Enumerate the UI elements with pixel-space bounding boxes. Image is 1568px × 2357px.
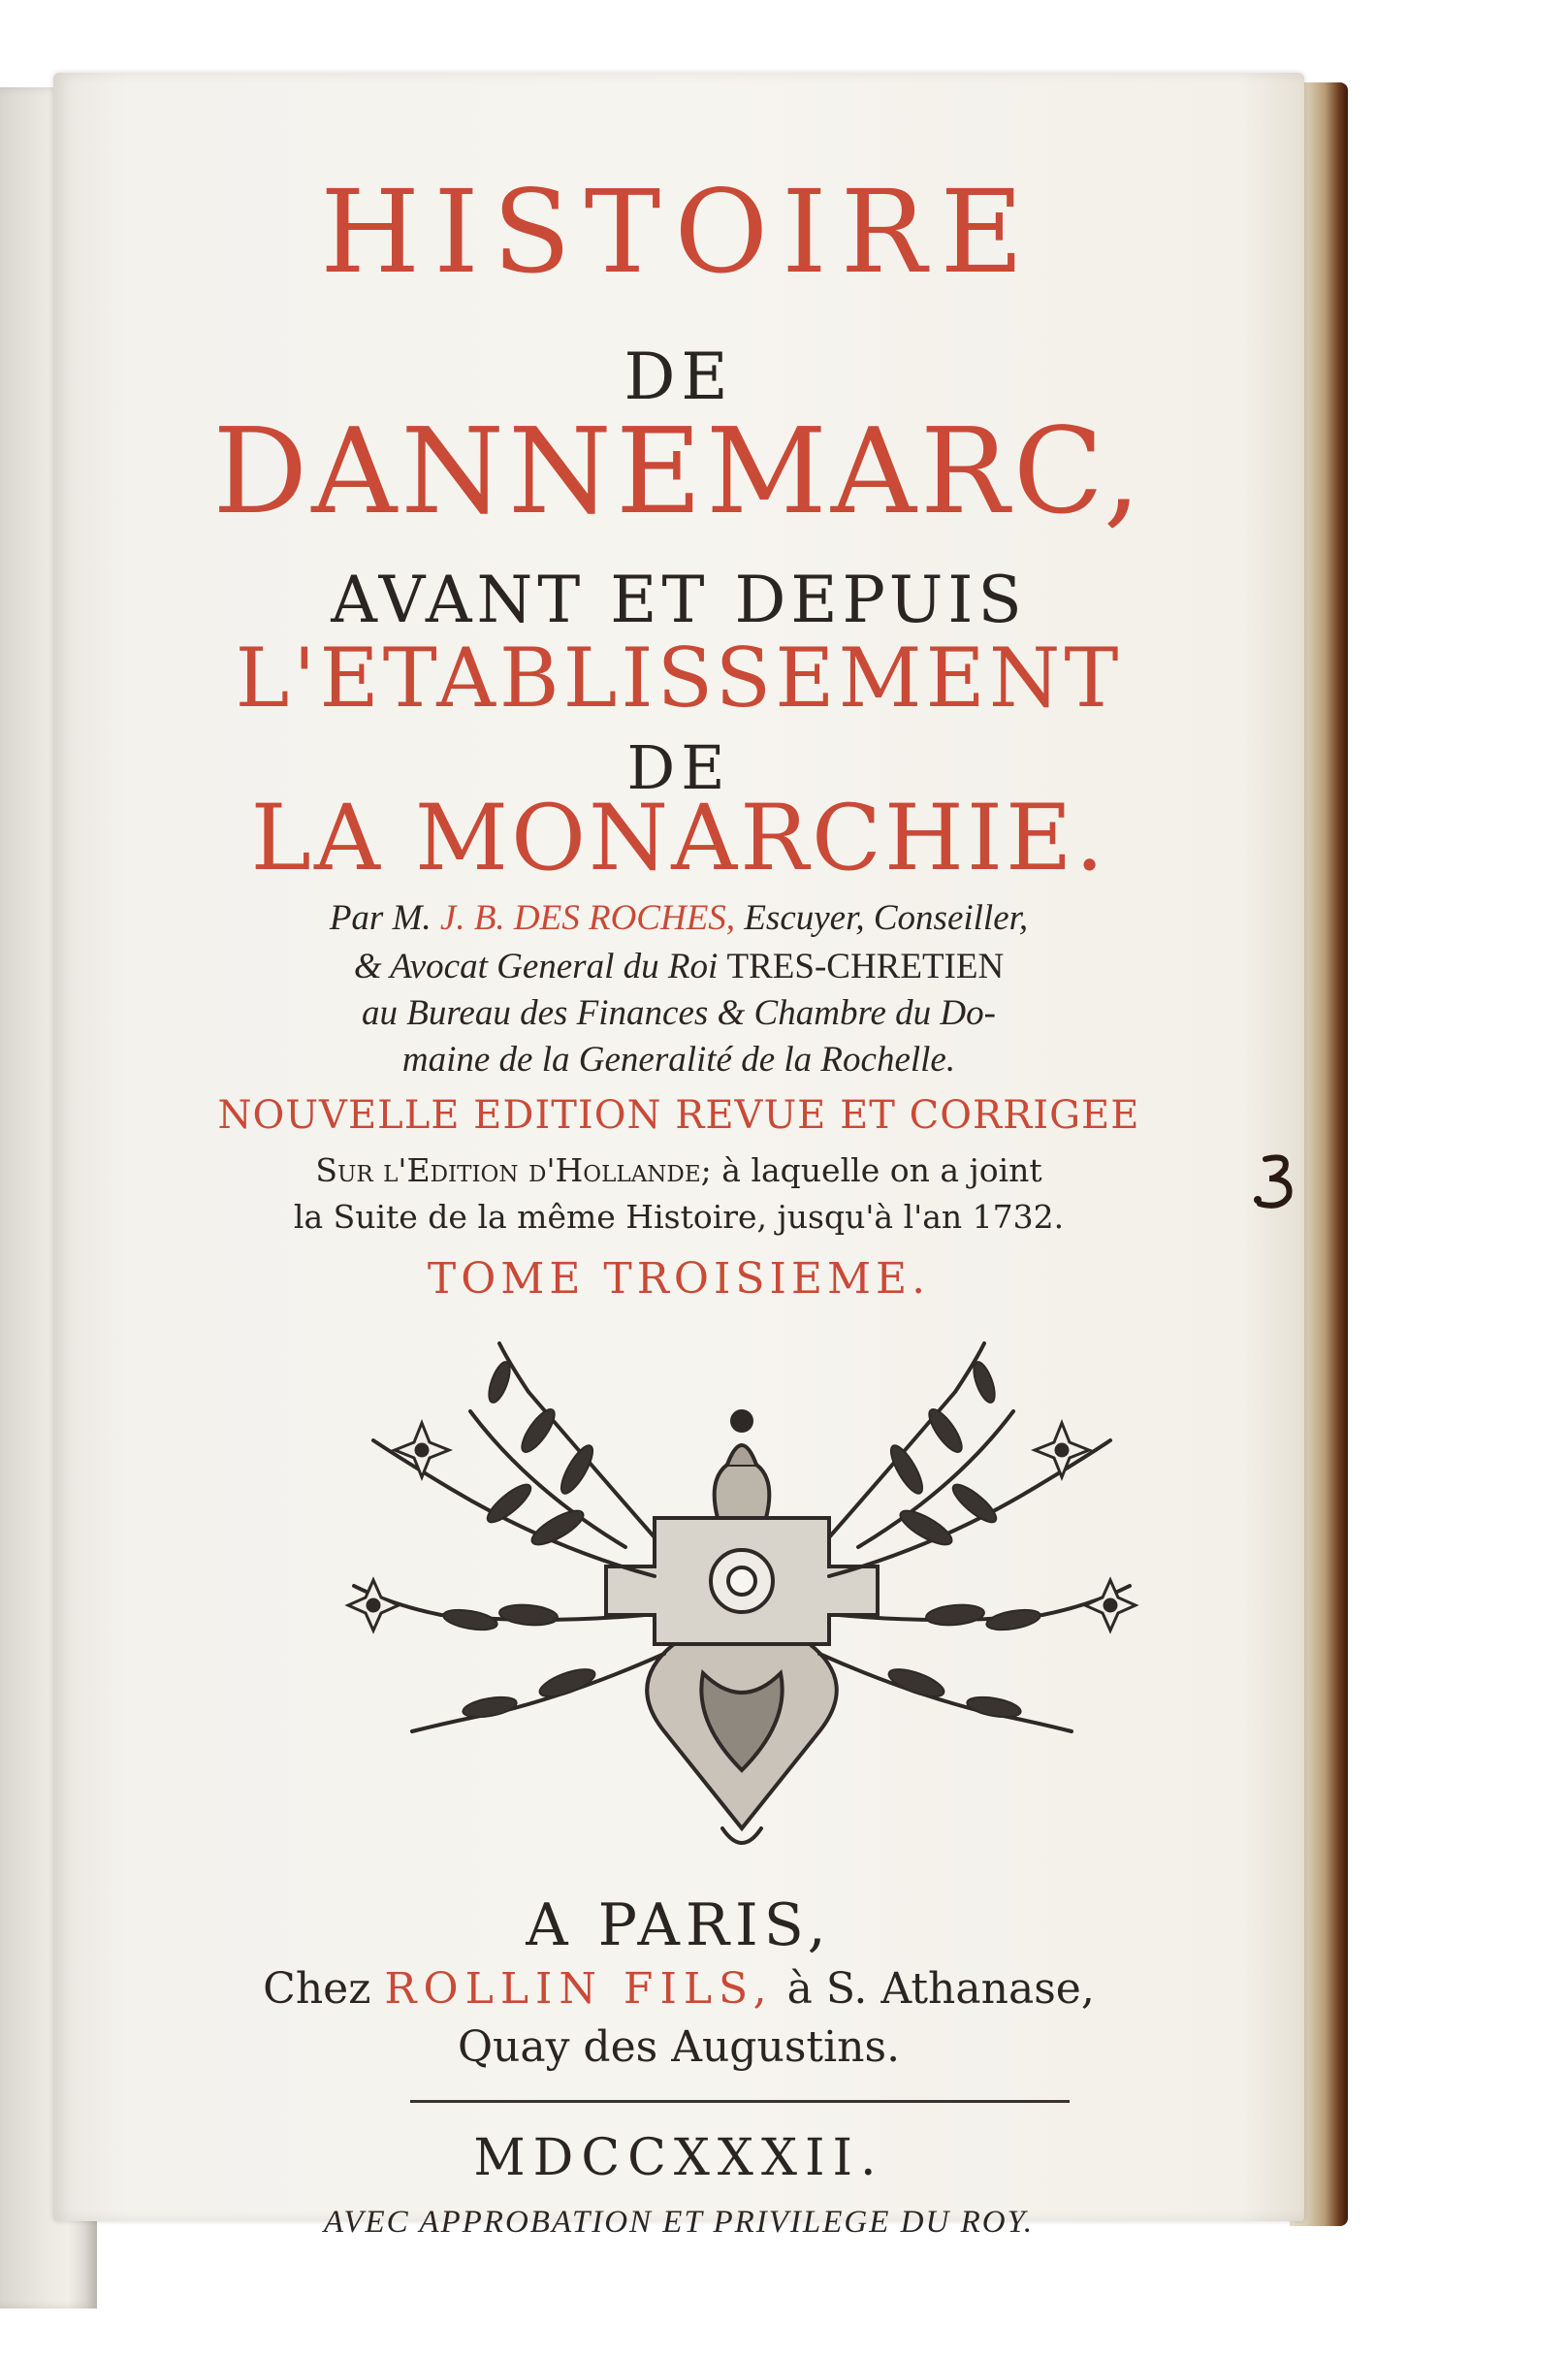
suite-line: la Suite de la même Histoire, jusqu'à l'an 1732. (293, 1198, 1065, 1236)
tres-chretien: TRES-CHRETIEN (726, 947, 1005, 986)
title-monarchie: LA MONARCHIE. (250, 786, 1107, 891)
imprint-chez: Chez (263, 1964, 371, 2014)
author-title: Escuyer, Conseiller, (744, 898, 1029, 938)
author-name: J. B. DES ROCHES, (439, 898, 736, 938)
title-dannemarc: DANNEMARC, (212, 403, 1145, 540)
imprint-publisher-line (53, 1964, 1304, 2014)
avocat-text: & Avocat General du Roi (353, 947, 719, 986)
sur-line-joint: à laquelle on a joint (721, 1151, 1042, 1189)
title-histoire: HISTOIRE (320, 165, 1038, 299)
avocat-line (53, 946, 1304, 987)
imprint-address-1: à S. Athanase, (786, 1964, 1095, 2014)
handwritten-mark (1246, 1149, 1314, 1217)
title-page (53, 73, 1304, 2240)
domaine-line: maine de la Generalité de la Rochelle. (401, 1040, 956, 1080)
imprint-year: MDCCXXXII. (473, 2129, 884, 2187)
handwritten-three-icon (1246, 1149, 1314, 1217)
author-line (53, 897, 1304, 939)
privilege-line: AVEC APPROBATION ET PRIVILEGE DU ROY. (323, 2205, 1035, 2240)
tome-number: TOME TROISIEME. (427, 1254, 931, 1304)
title-de-1: DE (624, 339, 734, 414)
nouvelle-edition: NOUVELLE EDITION REVUE ET CORRIGEE (217, 1093, 1140, 1138)
bureau-line: au Bureau des Finances & Chambre du Do- (362, 993, 996, 1033)
title-etablissement: L'ETABLISSEMENT (235, 630, 1123, 726)
imprint-city: A PARIS, (526, 1891, 832, 1959)
author-par: Par M. (329, 898, 432, 938)
imprint-address-2: Quay des Augustins. (457, 2022, 901, 2072)
woodcut-vignette-icon (335, 1324, 1149, 1867)
sur-line-edition: Sur l'Edition d'Hollande; (315, 1151, 712, 1189)
imprint-publisher: ROLLIN FILS, (384, 1964, 774, 2014)
imprint-rule (410, 2100, 1070, 2103)
title-avant-et-depuis: AVANT ET DEPUIS (331, 563, 1027, 637)
sur-line (53, 1151, 1304, 1189)
title-de-2: DE (626, 732, 731, 803)
